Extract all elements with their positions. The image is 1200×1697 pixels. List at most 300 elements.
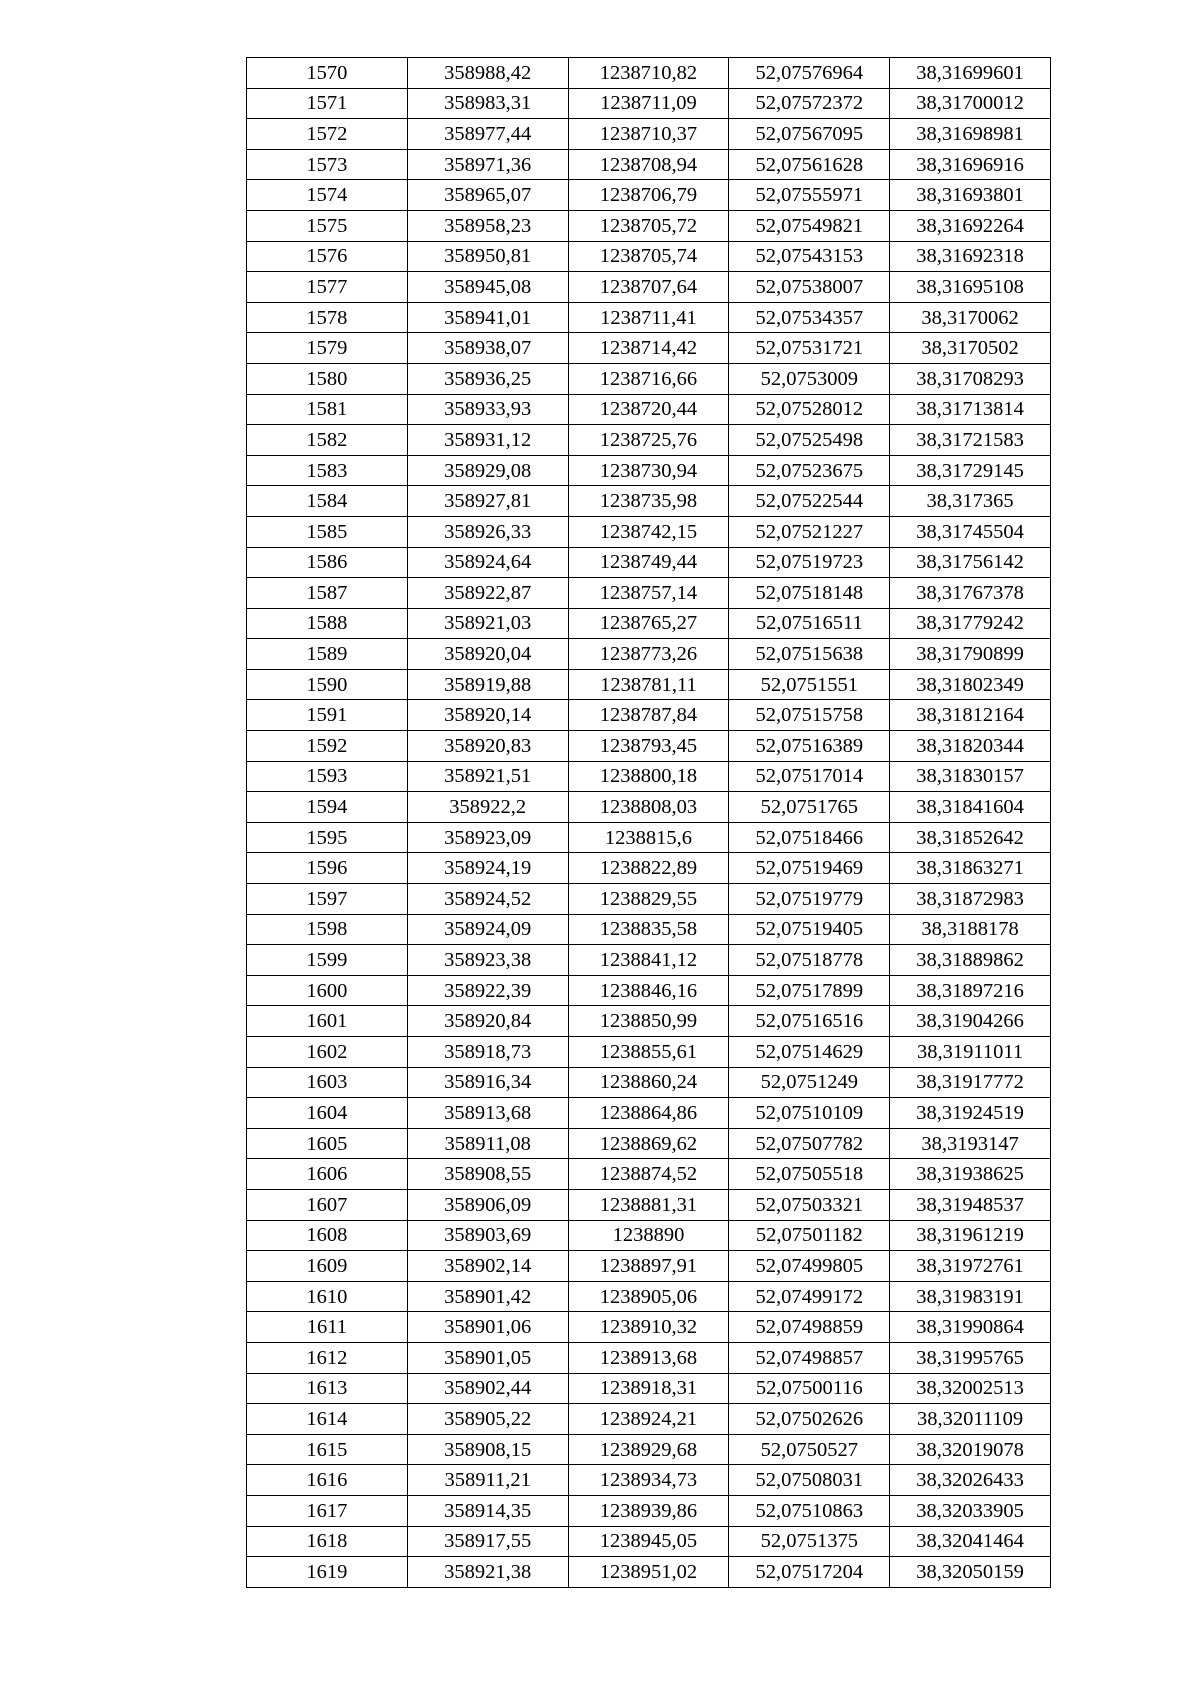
x-coordinate-cell: 358921,03 <box>407 608 568 639</box>
latitude-cell: 52,07576964 <box>729 58 890 89</box>
point-number-cell: 1573 <box>247 149 408 180</box>
y-coordinate-cell: 1238934,73 <box>568 1465 729 1496</box>
y-coordinate-cell: 1238711,09 <box>568 88 729 119</box>
point-number-cell: 1607 <box>247 1189 408 1220</box>
longitude-cell: 38,31995765 <box>890 1342 1051 1373</box>
x-coordinate-cell: 358919,88 <box>407 669 568 700</box>
x-coordinate-cell: 358906,09 <box>407 1189 568 1220</box>
point-number-cell: 1612 <box>247 1342 408 1373</box>
point-number-cell: 1577 <box>247 272 408 303</box>
point-number-cell: 1572 <box>247 119 408 150</box>
longitude-cell: 38,3193147 <box>890 1128 1051 1159</box>
table-row <box>247 180 1051 211</box>
point-number-cell: 1602 <box>247 1037 408 1068</box>
table-row <box>247 1495 1051 1526</box>
table-row <box>247 88 1051 119</box>
x-coordinate-cell: 358971,36 <box>407 149 568 180</box>
point-number-cell: 1617 <box>247 1495 408 1526</box>
latitude-cell: 52,07516516 <box>729 1006 890 1037</box>
latitude-cell: 52,07543153 <box>729 241 890 272</box>
longitude-cell: 38,31983191 <box>890 1281 1051 1312</box>
x-coordinate-cell: 358921,38 <box>407 1557 568 1588</box>
point-number-cell: 1584 <box>247 486 408 517</box>
y-coordinate-cell: 1238710,82 <box>568 58 729 89</box>
latitude-cell: 52,07538007 <box>729 272 890 303</box>
latitude-cell: 52,07518466 <box>729 822 890 853</box>
longitude-cell: 38,32011109 <box>890 1404 1051 1435</box>
point-number-cell: 1586 <box>247 547 408 578</box>
table-row <box>247 914 1051 945</box>
longitude-cell: 38,31872983 <box>890 884 1051 915</box>
table-row <box>247 761 1051 792</box>
table-row <box>247 792 1051 823</box>
longitude-cell: 38,31745504 <box>890 516 1051 547</box>
y-coordinate-cell: 1238815,6 <box>568 822 729 853</box>
x-coordinate-cell: 358902,44 <box>407 1373 568 1404</box>
x-coordinate-cell: 358977,44 <box>407 119 568 150</box>
table-row <box>247 272 1051 303</box>
y-coordinate-cell: 1238924,21 <box>568 1404 729 1435</box>
longitude-cell: 38,3170062 <box>890 302 1051 333</box>
table-row <box>247 975 1051 1006</box>
point-number-cell: 1574 <box>247 180 408 211</box>
latitude-cell: 52,07519469 <box>729 853 890 884</box>
table-row <box>247 1342 1051 1373</box>
latitude-cell: 52,07502626 <box>729 1404 890 1435</box>
y-coordinate-cell: 1238808,03 <box>568 792 729 823</box>
latitude-cell: 52,07498859 <box>729 1312 890 1343</box>
longitude-cell: 38,31729145 <box>890 455 1051 486</box>
y-coordinate-cell: 1238773,26 <box>568 639 729 670</box>
y-coordinate-cell: 1238929,68 <box>568 1434 729 1465</box>
point-number-cell: 1571 <box>247 88 408 119</box>
y-coordinate-cell: 1238707,64 <box>568 272 729 303</box>
latitude-cell: 52,07514629 <box>729 1037 890 1068</box>
latitude-cell: 52,07572372 <box>729 88 890 119</box>
x-coordinate-cell: 358921,51 <box>407 761 568 792</box>
x-coordinate-cell: 358941,01 <box>407 302 568 333</box>
x-coordinate-cell: 358924,19 <box>407 853 568 884</box>
y-coordinate-cell: 1238939,86 <box>568 1495 729 1526</box>
y-coordinate-cell: 1238742,15 <box>568 516 729 547</box>
y-coordinate-cell: 1238730,94 <box>568 455 729 486</box>
table-row <box>247 302 1051 333</box>
point-number-cell: 1600 <box>247 975 408 1006</box>
longitude-cell: 38,31695108 <box>890 272 1051 303</box>
y-coordinate-cell: 1238705,74 <box>568 241 729 272</box>
latitude-cell: 52,07499172 <box>729 1281 890 1312</box>
x-coordinate-cell: 358902,14 <box>407 1251 568 1282</box>
longitude-cell: 38,31924519 <box>890 1098 1051 1129</box>
point-number-cell: 1618 <box>247 1526 408 1557</box>
table-row <box>247 731 1051 762</box>
point-number-cell: 1576 <box>247 241 408 272</box>
y-coordinate-cell: 1238841,12 <box>568 945 729 976</box>
longitude-cell: 38,31699601 <box>890 58 1051 89</box>
table-row <box>247 578 1051 609</box>
point-number-cell: 1594 <box>247 792 408 823</box>
table-row <box>247 1526 1051 1557</box>
longitude-cell: 38,31990864 <box>890 1312 1051 1343</box>
x-coordinate-cell: 358911,08 <box>407 1128 568 1159</box>
longitude-cell: 38,31698981 <box>890 119 1051 150</box>
longitude-cell: 38,31696916 <box>890 149 1051 180</box>
longitude-cell: 38,31852642 <box>890 822 1051 853</box>
table-row <box>247 149 1051 180</box>
longitude-cell: 38,31779242 <box>890 608 1051 639</box>
longitude-cell: 38,31790899 <box>890 639 1051 670</box>
table-row <box>247 1281 1051 1312</box>
table-row <box>247 210 1051 241</box>
point-number-cell: 1611 <box>247 1312 408 1343</box>
y-coordinate-cell: 1238714,42 <box>568 333 729 364</box>
y-coordinate-cell: 1238735,98 <box>568 486 729 517</box>
x-coordinate-cell: 358958,23 <box>407 210 568 241</box>
x-coordinate-cell: 358901,05 <box>407 1342 568 1373</box>
x-coordinate-cell: 358988,42 <box>407 58 568 89</box>
latitude-cell: 52,07534357 <box>729 302 890 333</box>
latitude-cell: 52,07567095 <box>729 119 890 150</box>
point-number-cell: 1606 <box>247 1159 408 1190</box>
y-coordinate-cell: 1238874,52 <box>568 1159 729 1190</box>
x-coordinate-cell: 358920,84 <box>407 1006 568 1037</box>
longitude-cell: 38,3188178 <box>890 914 1051 945</box>
point-number-cell: 1598 <box>247 914 408 945</box>
latitude-cell: 52,07498857 <box>729 1342 890 1373</box>
y-coordinate-cell: 1238850,99 <box>568 1006 729 1037</box>
x-coordinate-cell: 358924,64 <box>407 547 568 578</box>
x-coordinate-cell: 358914,35 <box>407 1495 568 1526</box>
latitude-cell: 52,0750527 <box>729 1434 890 1465</box>
latitude-cell: 52,07503321 <box>729 1189 890 1220</box>
table-row <box>247 884 1051 915</box>
point-number-cell: 1583 <box>247 455 408 486</box>
x-coordinate-cell: 358922,87 <box>407 578 568 609</box>
point-number-cell: 1604 <box>247 1098 408 1129</box>
x-coordinate-cell: 358908,55 <box>407 1159 568 1190</box>
longitude-cell: 38,31713814 <box>890 394 1051 425</box>
y-coordinate-cell: 1238918,31 <box>568 1373 729 1404</box>
point-number-cell: 1599 <box>247 945 408 976</box>
longitude-cell: 38,32019078 <box>890 1434 1051 1465</box>
point-number-cell: 1596 <box>247 853 408 884</box>
y-coordinate-cell: 1238869,62 <box>568 1128 729 1159</box>
y-coordinate-cell: 1238864,86 <box>568 1098 729 1129</box>
point-number-cell: 1613 <box>247 1373 408 1404</box>
longitude-cell: 38,3170502 <box>890 333 1051 364</box>
latitude-cell: 52,07518148 <box>729 578 890 609</box>
latitude-cell: 52,07517899 <box>729 975 890 1006</box>
longitude-cell: 38,31812164 <box>890 700 1051 731</box>
latitude-cell: 52,07522544 <box>729 486 890 517</box>
point-number-cell: 1570 <box>247 58 408 89</box>
y-coordinate-cell: 1238793,45 <box>568 731 729 762</box>
longitude-cell: 38,31911011 <box>890 1037 1051 1068</box>
coordinates-table <box>246 57 1051 1588</box>
table-row <box>247 119 1051 150</box>
latitude-cell: 52,0751551 <box>729 669 890 700</box>
table-row <box>247 1557 1051 1588</box>
y-coordinate-cell: 1238881,31 <box>568 1189 729 1220</box>
longitude-cell: 38,31708293 <box>890 363 1051 394</box>
table-row <box>247 1465 1051 1496</box>
table-row <box>247 608 1051 639</box>
latitude-cell: 52,07525498 <box>729 425 890 456</box>
latitude-cell: 52,07516511 <box>729 608 890 639</box>
coordinates-table-body <box>247 58 1051 1588</box>
y-coordinate-cell: 1238757,14 <box>568 578 729 609</box>
longitude-cell: 38,31721583 <box>890 425 1051 456</box>
y-coordinate-cell: 1238800,18 <box>568 761 729 792</box>
x-coordinate-cell: 358920,04 <box>407 639 568 670</box>
point-number-cell: 1601 <box>247 1006 408 1037</box>
table-row <box>247 1006 1051 1037</box>
point-number-cell: 1616 <box>247 1465 408 1496</box>
longitude-cell: 38,31692264 <box>890 210 1051 241</box>
x-coordinate-cell: 358929,08 <box>407 455 568 486</box>
point-number-cell: 1591 <box>247 700 408 731</box>
x-coordinate-cell: 358924,52 <box>407 884 568 915</box>
y-coordinate-cell: 1238787,84 <box>568 700 729 731</box>
x-coordinate-cell: 358936,25 <box>407 363 568 394</box>
point-number-cell: 1588 <box>247 608 408 639</box>
y-coordinate-cell: 1238855,61 <box>568 1037 729 1068</box>
x-coordinate-cell: 358905,22 <box>407 1404 568 1435</box>
y-coordinate-cell: 1238781,11 <box>568 669 729 700</box>
longitude-cell: 38,32033905 <box>890 1495 1051 1526</box>
point-number-cell: 1590 <box>247 669 408 700</box>
latitude-cell: 52,07561628 <box>729 149 890 180</box>
latitude-cell: 52,07521227 <box>729 516 890 547</box>
latitude-cell: 52,07517014 <box>729 761 890 792</box>
latitude-cell: 52,07515638 <box>729 639 890 670</box>
table-row <box>247 1037 1051 1068</box>
longitude-cell: 38,31820344 <box>890 731 1051 762</box>
latitude-cell: 52,07531721 <box>729 333 890 364</box>
point-number-cell: 1595 <box>247 822 408 853</box>
table-row <box>247 1159 1051 1190</box>
x-coordinate-cell: 358927,81 <box>407 486 568 517</box>
longitude-cell: 38,31972761 <box>890 1251 1051 1282</box>
y-coordinate-cell: 1238725,76 <box>568 425 729 456</box>
point-number-cell: 1603 <box>247 1067 408 1098</box>
table-row <box>247 1373 1051 1404</box>
latitude-cell: 52,07519779 <box>729 884 890 915</box>
point-number-cell: 1589 <box>247 639 408 670</box>
latitude-cell: 52,07517204 <box>729 1557 890 1588</box>
x-coordinate-cell: 358923,09 <box>407 822 568 853</box>
latitude-cell: 52,07501182 <box>729 1220 890 1251</box>
x-coordinate-cell: 358933,93 <box>407 394 568 425</box>
longitude-cell: 38,31897216 <box>890 975 1051 1006</box>
point-number-cell: 1615 <box>247 1434 408 1465</box>
x-coordinate-cell: 358926,33 <box>407 516 568 547</box>
longitude-cell: 38,32026433 <box>890 1465 1051 1496</box>
latitude-cell: 52,07507782 <box>729 1128 890 1159</box>
table-row <box>247 1067 1051 1098</box>
y-coordinate-cell: 1238860,24 <box>568 1067 729 1098</box>
latitude-cell: 52,07505518 <box>729 1159 890 1190</box>
table-row <box>247 425 1051 456</box>
longitude-cell: 38,31802349 <box>890 669 1051 700</box>
longitude-cell: 38,31700012 <box>890 88 1051 119</box>
table-row <box>247 486 1051 517</box>
y-coordinate-cell: 1238716,66 <box>568 363 729 394</box>
point-number-cell: 1587 <box>247 578 408 609</box>
table-row <box>247 455 1051 486</box>
table-row <box>247 669 1051 700</box>
point-number-cell: 1578 <box>247 302 408 333</box>
point-number-cell: 1608 <box>247 1220 408 1251</box>
x-coordinate-cell: 358903,69 <box>407 1220 568 1251</box>
longitude-cell: 38,31692318 <box>890 241 1051 272</box>
y-coordinate-cell: 1238749,44 <box>568 547 729 578</box>
longitude-cell: 38,31841604 <box>890 792 1051 823</box>
point-number-cell: 1581 <box>247 394 408 425</box>
point-number-cell: 1597 <box>247 884 408 915</box>
table-row <box>247 822 1051 853</box>
x-coordinate-cell: 358923,38 <box>407 945 568 976</box>
latitude-cell: 52,07508031 <box>729 1465 890 1496</box>
latitude-cell: 52,07499805 <box>729 1251 890 1282</box>
y-coordinate-cell: 1238897,91 <box>568 1251 729 1282</box>
latitude-cell: 52,07516389 <box>729 731 890 762</box>
latitude-cell: 52,07528012 <box>729 394 890 425</box>
y-coordinate-cell: 1238951,02 <box>568 1557 729 1588</box>
longitude-cell: 38,31961219 <box>890 1220 1051 1251</box>
longitude-cell: 38,32041464 <box>890 1526 1051 1557</box>
latitude-cell: 52,0751375 <box>729 1526 890 1557</box>
point-number-cell: 1592 <box>247 731 408 762</box>
x-coordinate-cell: 358931,12 <box>407 425 568 456</box>
x-coordinate-cell: 358911,21 <box>407 1465 568 1496</box>
latitude-cell: 52,07510863 <box>729 1495 890 1526</box>
longitude-cell: 38,31693801 <box>890 180 1051 211</box>
x-coordinate-cell: 358908,15 <box>407 1434 568 1465</box>
longitude-cell: 38,31830157 <box>890 761 1051 792</box>
point-number-cell: 1619 <box>247 1557 408 1588</box>
x-coordinate-cell: 358920,14 <box>407 700 568 731</box>
latitude-cell: 52,0751249 <box>729 1067 890 1098</box>
y-coordinate-cell: 1238945,05 <box>568 1526 729 1557</box>
table-row <box>247 241 1051 272</box>
x-coordinate-cell: 358916,34 <box>407 1067 568 1098</box>
y-coordinate-cell: 1238765,27 <box>568 608 729 639</box>
point-number-cell: 1585 <box>247 516 408 547</box>
longitude-cell: 38,31948537 <box>890 1189 1051 1220</box>
longitude-cell: 38,31756142 <box>890 547 1051 578</box>
y-coordinate-cell: 1238846,16 <box>568 975 729 1006</box>
table-row <box>247 1098 1051 1129</box>
latitude-cell: 52,07519405 <box>729 914 890 945</box>
point-number-cell: 1605 <box>247 1128 408 1159</box>
y-coordinate-cell: 1238890 <box>568 1220 729 1251</box>
y-coordinate-cell: 1238706,79 <box>568 180 729 211</box>
x-coordinate-cell: 358945,08 <box>407 272 568 303</box>
y-coordinate-cell: 1238711,41 <box>568 302 729 333</box>
y-coordinate-cell: 1238708,94 <box>568 149 729 180</box>
y-coordinate-cell: 1238835,58 <box>568 914 729 945</box>
table-row <box>247 394 1051 425</box>
x-coordinate-cell: 358918,73 <box>407 1037 568 1068</box>
y-coordinate-cell: 1238829,55 <box>568 884 729 915</box>
x-coordinate-cell: 358922,2 <box>407 792 568 823</box>
x-coordinate-cell: 358901,06 <box>407 1312 568 1343</box>
x-coordinate-cell: 358950,81 <box>407 241 568 272</box>
longitude-cell: 38,317365 <box>890 486 1051 517</box>
latitude-cell: 52,0751765 <box>729 792 890 823</box>
table-row <box>247 333 1051 364</box>
table-row <box>247 58 1051 89</box>
x-coordinate-cell: 358922,39 <box>407 975 568 1006</box>
point-number-cell: 1610 <box>247 1281 408 1312</box>
table-row <box>247 1434 1051 1465</box>
latitude-cell: 52,07523675 <box>729 455 890 486</box>
latitude-cell: 52,07518778 <box>729 945 890 976</box>
latitude-cell: 52,07510109 <box>729 1098 890 1129</box>
table-row <box>247 945 1051 976</box>
table-row <box>247 1128 1051 1159</box>
y-coordinate-cell: 1238913,68 <box>568 1342 729 1373</box>
y-coordinate-cell: 1238822,89 <box>568 853 729 884</box>
table-row <box>247 1404 1051 1435</box>
table-row <box>247 516 1051 547</box>
longitude-cell: 38,31889862 <box>890 945 1051 976</box>
table-row <box>247 1220 1051 1251</box>
x-coordinate-cell: 358901,42 <box>407 1281 568 1312</box>
longitude-cell: 38,31904266 <box>890 1006 1051 1037</box>
x-coordinate-cell: 358983,31 <box>407 88 568 119</box>
longitude-cell: 38,32050159 <box>890 1557 1051 1588</box>
x-coordinate-cell: 358965,07 <box>407 180 568 211</box>
table-row <box>247 363 1051 394</box>
table-row <box>247 639 1051 670</box>
x-coordinate-cell: 358917,55 <box>407 1526 568 1557</box>
point-number-cell: 1593 <box>247 761 408 792</box>
latitude-cell: 52,07519723 <box>729 547 890 578</box>
table-row <box>247 547 1051 578</box>
x-coordinate-cell: 358920,83 <box>407 731 568 762</box>
x-coordinate-cell: 358924,09 <box>407 914 568 945</box>
latitude-cell: 52,07549821 <box>729 210 890 241</box>
table-row <box>247 853 1051 884</box>
point-number-cell: 1582 <box>247 425 408 456</box>
point-number-cell: 1614 <box>247 1404 408 1435</box>
latitude-cell: 52,07555971 <box>729 180 890 211</box>
longitude-cell: 38,32002513 <box>890 1373 1051 1404</box>
x-coordinate-cell: 358913,68 <box>407 1098 568 1129</box>
table-row <box>247 1189 1051 1220</box>
y-coordinate-cell: 1238905,06 <box>568 1281 729 1312</box>
table-row <box>247 700 1051 731</box>
latitude-cell: 52,07515758 <box>729 700 890 731</box>
point-number-cell: 1580 <box>247 363 408 394</box>
table-row <box>247 1251 1051 1282</box>
latitude-cell: 52,07500116 <box>729 1373 890 1404</box>
point-number-cell: 1575 <box>247 210 408 241</box>
x-coordinate-cell: 358938,07 <box>407 333 568 364</box>
y-coordinate-cell: 1238710,37 <box>568 119 729 150</box>
latitude-cell: 52,0753009 <box>729 363 890 394</box>
y-coordinate-cell: 1238910,32 <box>568 1312 729 1343</box>
longitude-cell: 38,31863271 <box>890 853 1051 884</box>
table-row <box>247 1312 1051 1343</box>
y-coordinate-cell: 1238705,72 <box>568 210 729 241</box>
y-coordinate-cell: 1238720,44 <box>568 394 729 425</box>
point-number-cell: 1579 <box>247 333 408 364</box>
longitude-cell: 38,31767378 <box>890 578 1051 609</box>
longitude-cell: 38,31938625 <box>890 1159 1051 1190</box>
